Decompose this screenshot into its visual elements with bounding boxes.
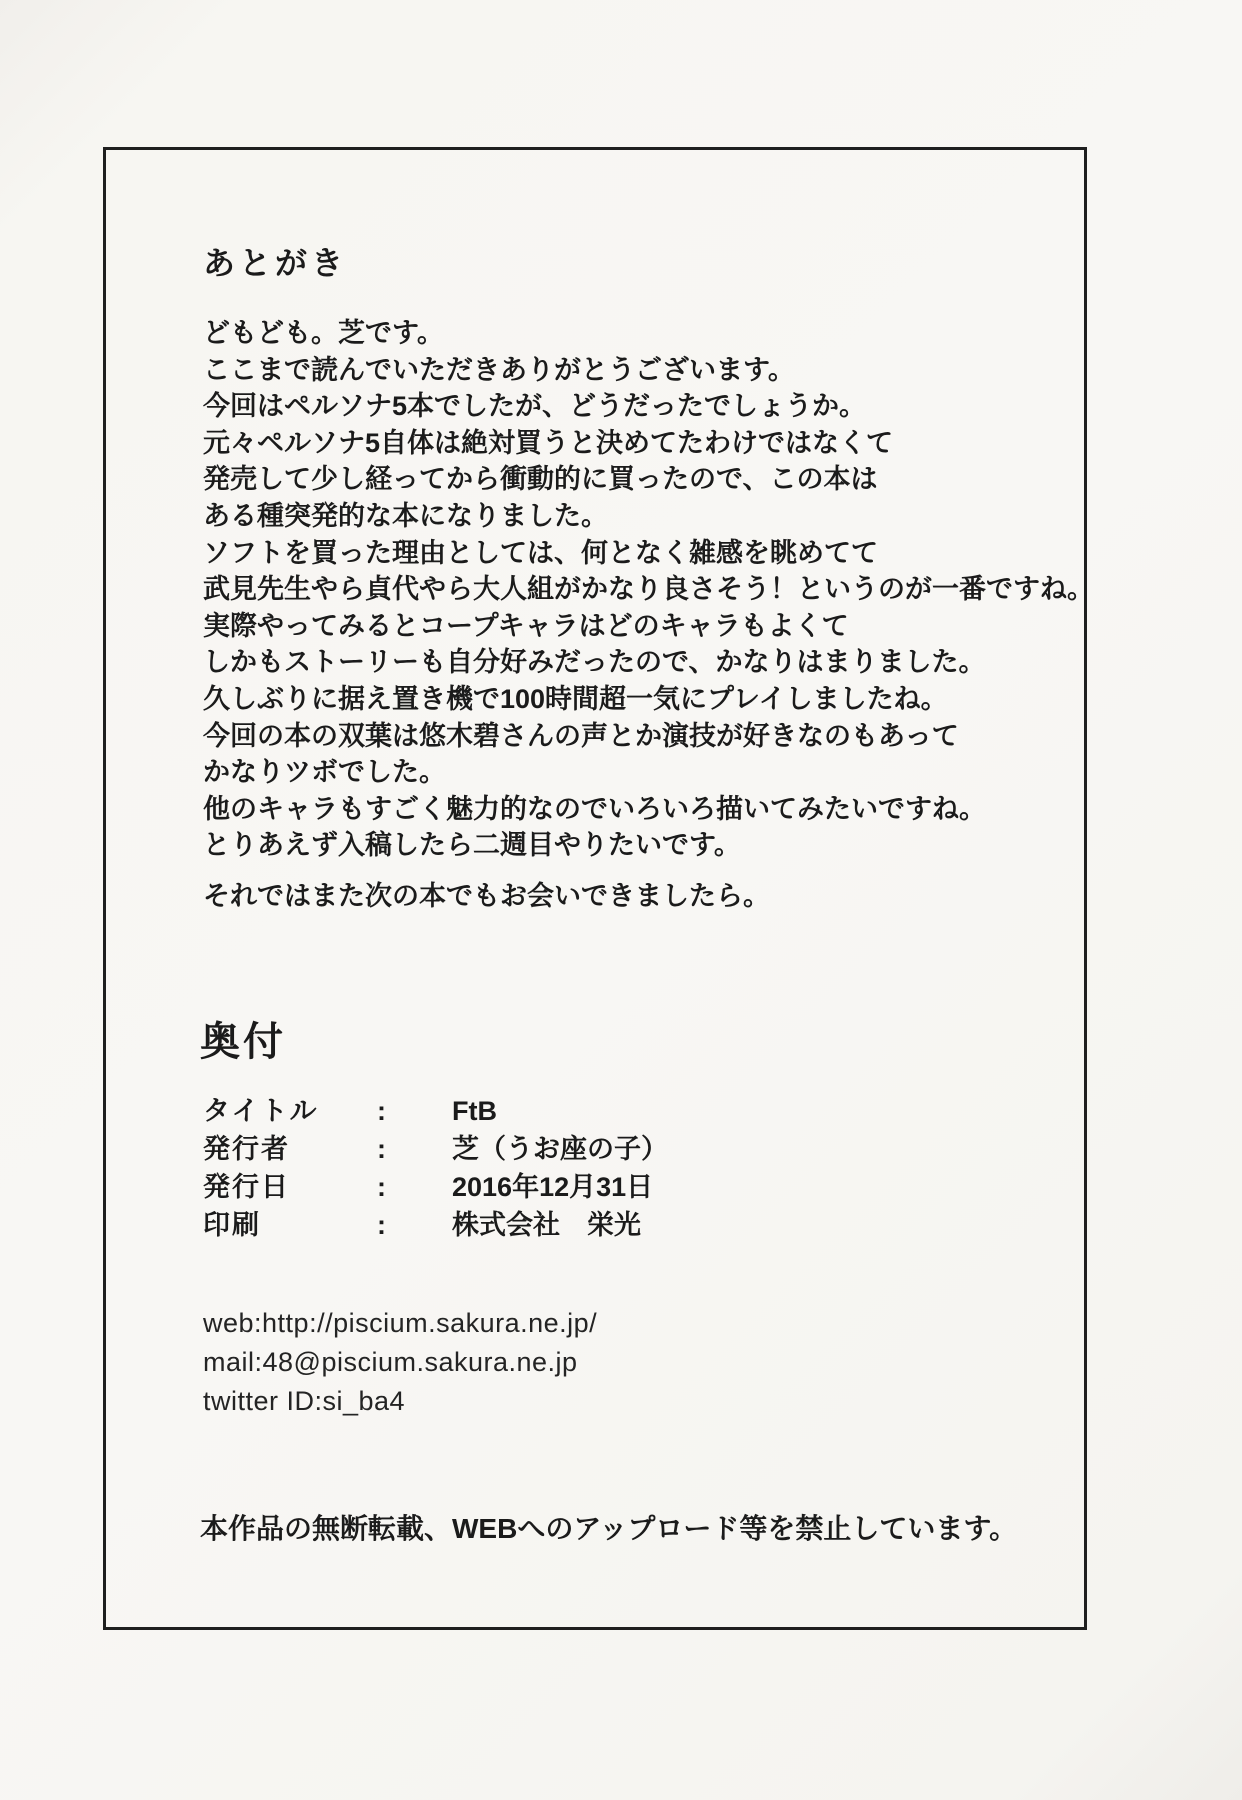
afterword-line: かなりツボでした。: [203, 757, 446, 788]
afterword-line: ここまで読んでいただきありがとうございます。: [203, 354, 795, 385]
afterword-closing-line: それではまた次の本でもお会いできましたら。: [203, 881, 770, 911]
afterword-line: しかもストーリーも自分好みだったので、かなりはまりました。: [203, 647, 986, 678]
contact-twitter: twitter ID:si_ba4: [203, 1386, 406, 1416]
colophon-table: [203, 1092, 963, 1244]
afterword-line: とりあえず入稿したら二週目やりたいです。: [203, 830, 741, 861]
colophon-label: 発行日: [203, 1172, 290, 1202]
afterword-body: [203, 315, 1103, 864]
afterword-line: 武見先生やら貞代やら大人組がかなり良さそう！というのが一番ですね。: [203, 574, 1094, 605]
colophon-row-date: [203, 1168, 963, 1206]
copyright-notice: 本作品の無断転載、WEBへのアップロード等を禁止しています。: [200, 1513, 1018, 1544]
colophon-value: 2016年12月31日: [452, 1172, 654, 1202]
afterword-line: 元々ペルソナ5自体は絶対買うと決めてたわけではなくて: [203, 427, 894, 458]
colophon-heading: 奥付: [200, 1020, 286, 1064]
colophon-colon: :: [377, 1172, 386, 1202]
afterword-line: 今回はペルソナ5本でしたが、どうだったでしょうか。: [203, 391, 867, 422]
colophon-value: 株式会社 栄光: [452, 1210, 641, 1240]
afterword-line: 他のキャラもすごく魅力的なのでいろいろ描いてみたいですね。: [203, 793, 986, 824]
colophon-colon: :: [377, 1096, 386, 1126]
colophon-label: 発行者: [203, 1134, 290, 1164]
colophon-value: 芝（うお座の子）: [452, 1134, 668, 1164]
afterword-line: どもども。芝です。: [203, 318, 444, 348]
colophon-row-publisher: [203, 1130, 963, 1168]
afterword-heading: あとがき: [203, 245, 348, 281]
contact-web: web:http://piscium.sakura.ne.jp/: [203, 1308, 598, 1338]
colophon-colon: :: [377, 1134, 386, 1164]
colophon-colon: :: [377, 1210, 386, 1240]
contact-mail: mail:48@piscium.sakura.ne.jp: [203, 1347, 578, 1377]
afterword-line: ある種突発的な本になりました。: [203, 500, 608, 531]
colophon-row-title: [203, 1092, 963, 1130]
afterword-line: 久しぶりに据え置き機で100時間超一気にプレイしましたね。: [203, 683, 948, 714]
colophon-label: 印刷: [203, 1210, 261, 1240]
colophon-row-printer: [203, 1206, 963, 1244]
colophon-value: FtB: [452, 1096, 497, 1126]
afterword-line: ソフトを買った理由としては、何となく雑感を眺めてて: [203, 537, 878, 568]
afterword-line: 発売して少し経ってから衝動的に買ったので、この本は: [203, 464, 878, 495]
afterword-line: 今回の本の双葉は悠木碧さんの声とか演技が好きなのもあって: [203, 720, 959, 751]
colophon-label: タイトル: [203, 1096, 319, 1126]
afterword-line: 実際やってみるとコープキャラはどのキャラもよくて: [203, 610, 849, 641]
contact-block: [203, 1304, 597, 1421]
